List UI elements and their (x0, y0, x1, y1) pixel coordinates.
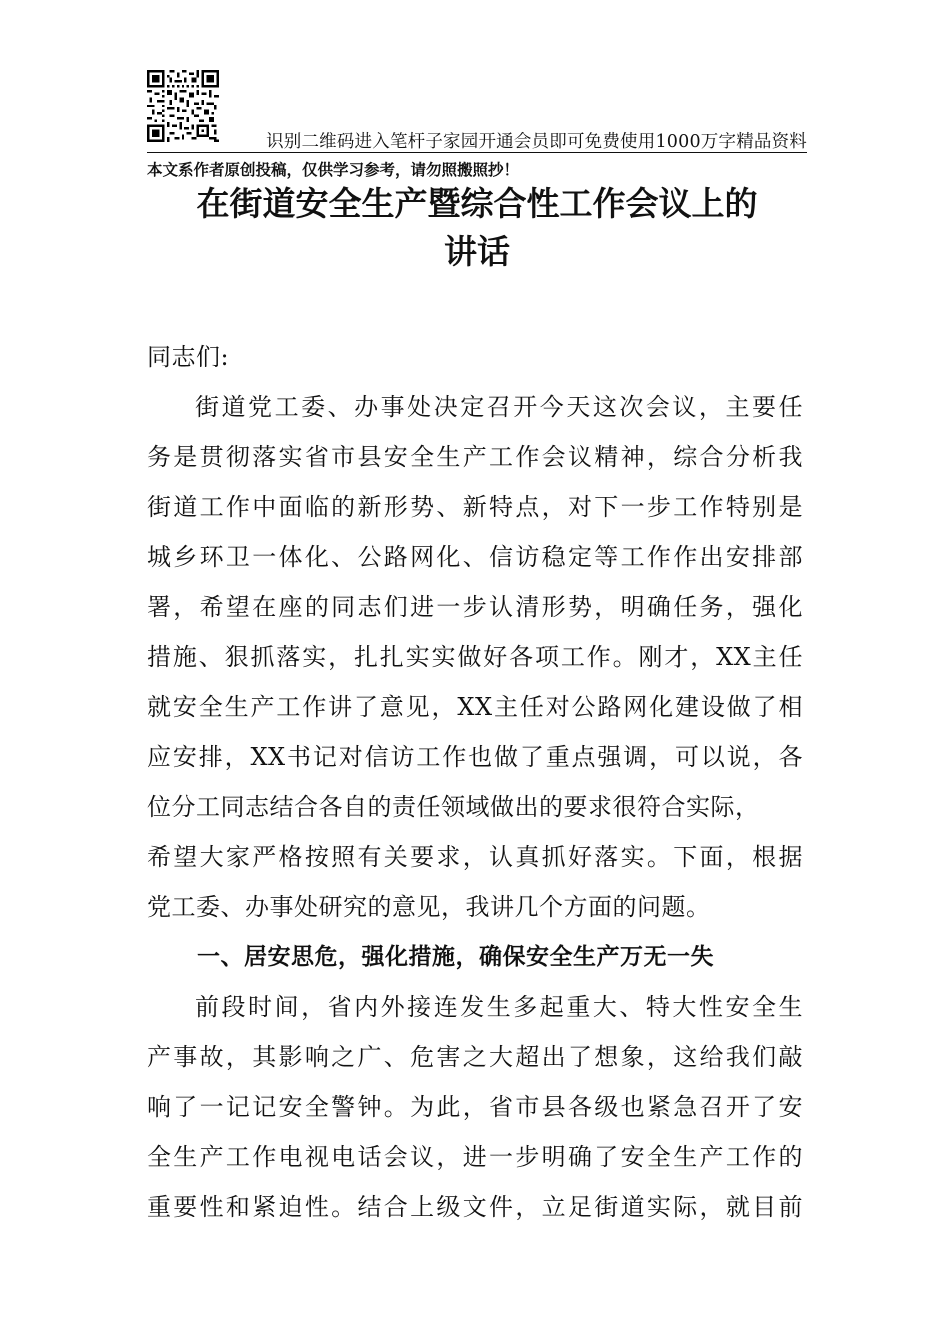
paragraph-line: 街道党工委、办事处决定召开今天这次会议，主要任 (195, 393, 803, 421)
paragraph-line: 街道工作中面临的新形势、新特点，对下一步工作特别是 (147, 493, 803, 521)
section-heading: 一、居安思危，强化措施，确保安全生产万无一失 (197, 944, 714, 970)
banner-text: 识别二维码进入笔杆子家园开通会员即可免费使用1000万字精品资料 (266, 132, 807, 152)
paragraph-line: 措施、狠抓落实，扎扎实实做好各项工作。刚才，XX主任 (147, 643, 803, 671)
paragraph-line: 全生产工作电视电话会议，进一步明确了安全生产工作的 (147, 1143, 803, 1171)
copyright-notice: 本文系作者原创投稿，仅供学习参考，请勿照搬照抄！ (147, 160, 520, 179)
salutation: 同志们: (147, 343, 230, 371)
paragraph-line: 党工委、办事处研究的意见，我讲几个方面的问题。 (147, 893, 711, 921)
paragraph-line: 应安排，XX书记对信访工作也做了重点强调，可以说，各 (147, 743, 803, 771)
document-title (147, 180, 807, 276)
paragraph-line: 就安全生产工作讲了意见，XX主任对公路网化建设做了相 (147, 693, 803, 721)
paragraph-line: 重要性和紧迫性。结合上级文件，立足街道实际，就目前 (147, 1193, 803, 1221)
paragraph-line: 希望大家严格按照有关要求，认真抓好落实。下面，根据 (147, 843, 803, 871)
paragraph-line: 城乡环卫一体化、公路网化、信访稳定等工作作出安排部 (147, 543, 803, 571)
paragraph-line: 产事故，其影响之广、危害之大超出了想象，这给我们敲 (147, 1043, 803, 1071)
document-body (147, 332, 803, 1232)
paragraph-line: 务是贯彻落实省市县安全生产工作会议精神，综合分析我 (147, 443, 803, 471)
paragraph-line: 响了一记记安全警钟。为此，省市县各级也紧急召开了安 (147, 1093, 803, 1121)
header-banner (147, 126, 807, 153)
paragraph-line: 位分工同志结合各自的责任领域做出的要求很符合实际， (147, 793, 760, 821)
title-line-2: 讲话 (444, 232, 510, 271)
title-line-1: 在街道安全生产暨综合性工作会议上的 (196, 184, 758, 223)
paragraph-line: 前段时间，省内外接连发生多起重大、特大性安全生 (195, 993, 803, 1021)
paragraph-line: 署，希望在座的同志们进一步认清形势，明确任务，强化 (147, 593, 803, 621)
